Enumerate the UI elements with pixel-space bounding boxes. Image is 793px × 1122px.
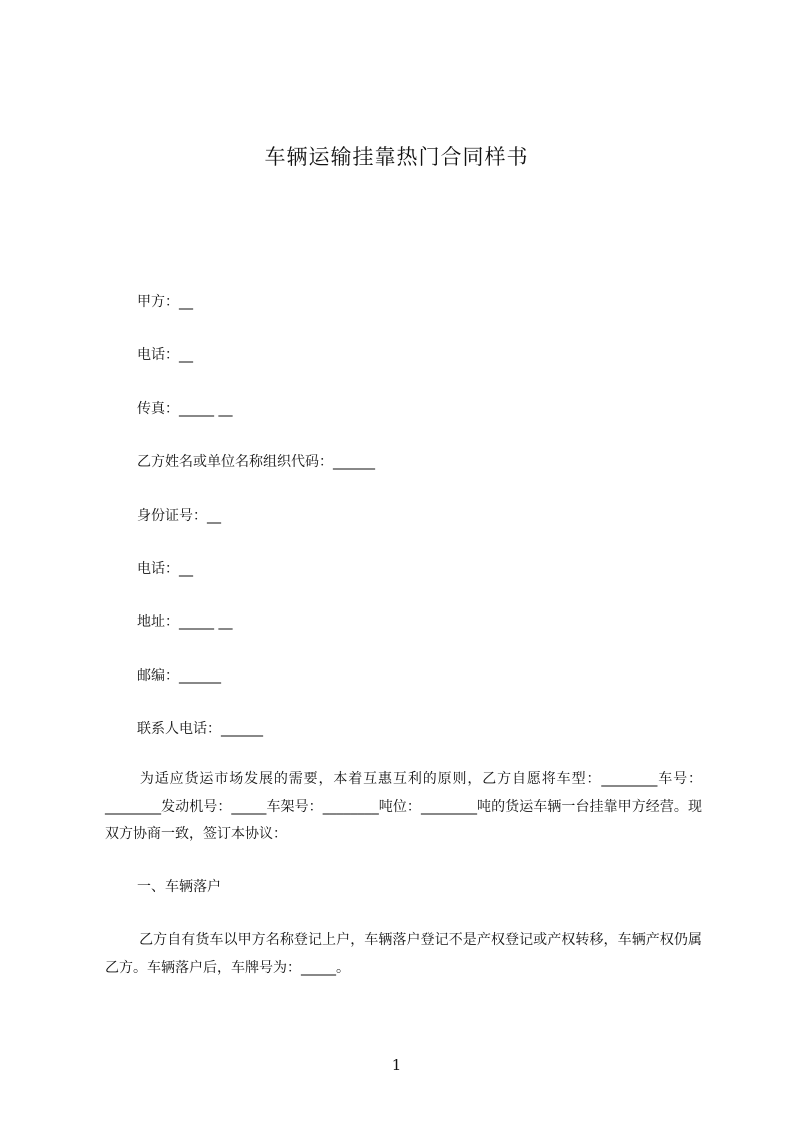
field-postcode: 邮编：______ — [137, 668, 221, 684]
page-number: 1 — [391, 1056, 402, 1074]
intro-paragraph-text: 为适应货运市场发展的需要，本着互惠互利的原则，乙方自愿将车型：________车号：________发动机号：_____车架号：________吨位：________吨的货运车辆一台挂靠甲方经营。现双方协商一致，签订本协议： — [105, 771, 702, 842]
field-party-b-name-code: 乙方姓名或单位名称组织代码：______ — [137, 454, 375, 470]
section-1-heading: 一、车辆落户 — [137, 879, 221, 895]
field-party-a: 甲方：__ — [137, 294, 193, 310]
section-1-paragraph-text: 乙方自有货车以甲方名称登记上户，车辆落户登记不是产权登记或产权转移，车辆产权仍属乙方。车辆落户后，车牌号为：_____。 — [105, 932, 702, 976]
document-title: 车辆运输挂靠热门合同样书 — [264, 145, 529, 169]
field-contact-phone: 联系人电话：______ — [137, 721, 263, 737]
field-party-a-phone: 电话：__ — [137, 347, 193, 363]
intro-paragraph — [105, 766, 702, 849]
section-1-paragraph — [105, 927, 702, 982]
field-party-b-phone: 电话：__ — [137, 561, 193, 577]
field-address: 地址：_____ __ — [137, 614, 233, 630]
field-id-number: 身份证号：__ — [137, 508, 221, 524]
field-party-a-fax: 传真：_____ __ — [137, 401, 233, 417]
